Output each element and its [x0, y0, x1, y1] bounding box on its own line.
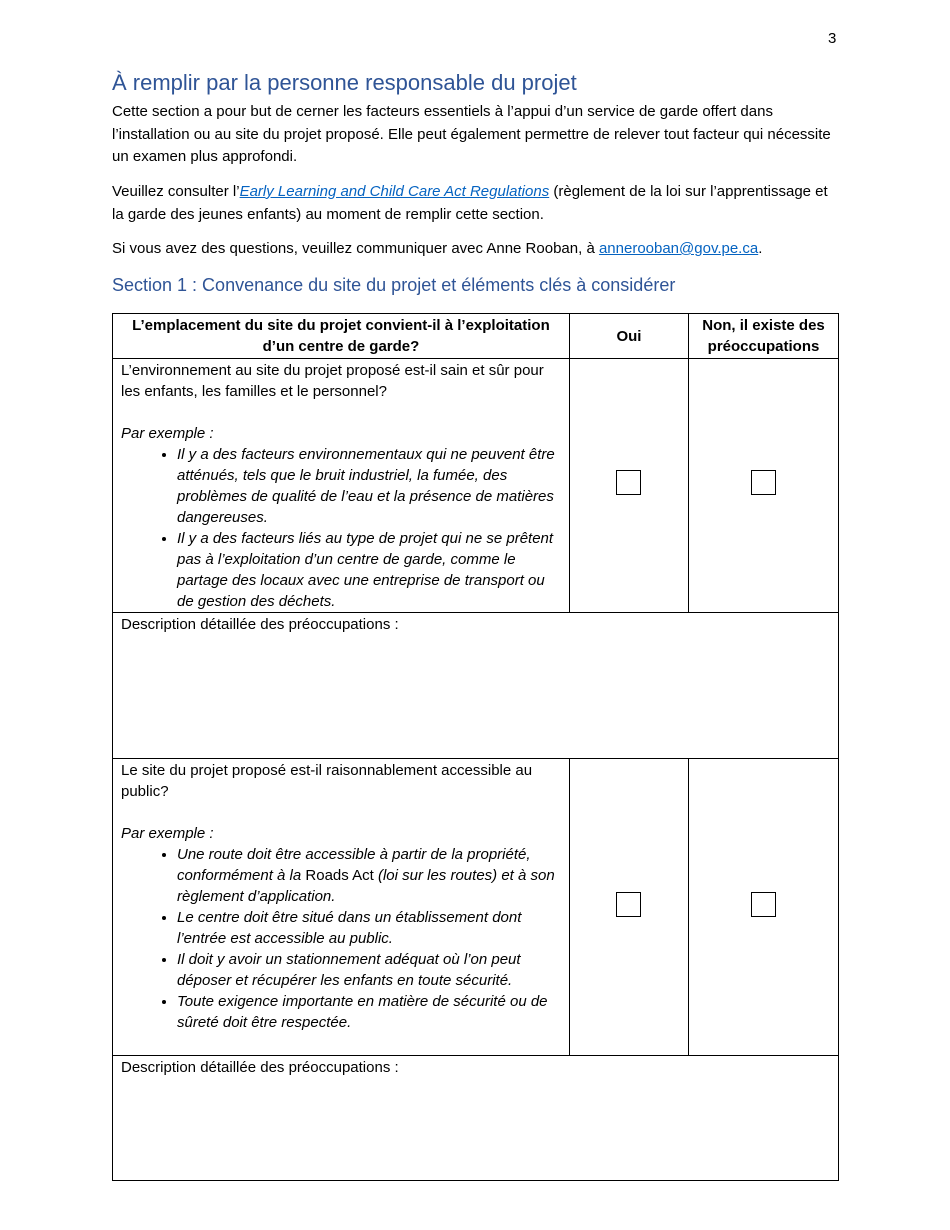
no-checkbox[interactable] [751, 892, 776, 917]
description-label: Description détaillée des préoccupations : [121, 616, 399, 633]
contact-text-end: . [758, 240, 763, 257]
contact-paragraph [112, 238, 842, 261]
list-item: • Toute exigence importante en matière de sécurité ou de sûreté doit être respectée. [177, 991, 561, 1033]
yes-cell [569, 759, 688, 1056]
header-no: Non, il existe des préoccupations [689, 314, 839, 359]
regulations-text-before: Veuillez consulter l’ [112, 183, 240, 200]
description-row [113, 613, 839, 759]
no-cell [689, 759, 839, 1056]
section-title: Section 1 : Convenance du site du projet et éléments clés à considérer [112, 275, 676, 295]
question-row [113, 359, 839, 613]
list-item: • Il y a des facteurs liés au type de projet qui ne se prêtent pas à l’exploitation d’un centre de garde, comme le partage des locaux avec une entreprise de transport ou de gestion des déchets. [177, 528, 561, 612]
yes-cell [569, 359, 688, 613]
regulations-text-after: (règlement de la loi sur l’apprentissage et la garde des jeunes enfants) au moment de remplir cette section. [112, 183, 828, 223]
description-field[interactable] [113, 613, 839, 759]
page-number: 3 [828, 30, 837, 47]
contact-text: Si vous avez des questions, veuillez communiquer avec Anne Rooban, à [112, 240, 599, 257]
header-question: L’emplacement du site du projet convient-il à l’exploitation d’un centre de garde? [113, 314, 570, 359]
regulations-link[interactable]: Early Learning and Child Care Act Regulations [239, 183, 550, 200]
no-cell [689, 359, 839, 613]
intro-paragraph: Cette section a pour but de cerner les facteurs essentiels à l’appui d’un service de garde offert dans l’installation ou au site du projet proposé. Elle peut également permettre de relever tout facteur qui nécessite un examen plus approfondi. [112, 103, 831, 165]
header-yes: Oui [569, 314, 688, 359]
example-list [121, 844, 561, 1033]
description-row [113, 1056, 839, 1181]
list-item: • Il y a des facteurs environnementaux qui ne peuvent être atténués, tels que le bruit industriel, la fumée, des problèmes de qualité de l’eau et la présence de matières dangereuses. [177, 444, 561, 528]
question-text: L’environnement au site du projet proposé est-il sain et sûr pour les enfants, les familles et le personnel? [121, 362, 544, 400]
list-item: • Il doit y avoir un stationnement adéquat où l’on peut déposer et récupérer les enfants en toute sécurité. [177, 949, 561, 991]
example-list [121, 444, 561, 612]
contact-email-link[interactable]: annerooban@gov.pe.ca [598, 240, 759, 257]
description-field[interactable] [113, 1056, 839, 1181]
regulations-paragraph [112, 181, 842, 226]
question-row [113, 759, 839, 1056]
no-checkbox[interactable] [751, 470, 776, 495]
description-label: Description détaillée des préoccupations : [121, 1059, 399, 1076]
page-heading: À remplir par la personne responsable du projet [112, 70, 577, 95]
list-item: • Le centre doit être situé dans un établissement dont l’entrée est accessible au public. [177, 907, 561, 949]
example-label: Par exemple : [121, 425, 214, 442]
site-suitability-table [112, 313, 839, 1181]
question-cell [113, 759, 570, 1056]
list-item: • Une route doit être accessible à partir de la propriété, conformément à la Roads Act (loi sur les routes) et à son règlement d’application. [177, 844, 561, 907]
yes-checkbox[interactable] [616, 892, 641, 917]
question-cell [113, 359, 570, 613]
example-label: Par exemple : [121, 825, 214, 842]
question-text: Le site du projet proposé est-il raisonnablement accessible au public? [121, 762, 533, 800]
yes-checkbox[interactable] [616, 470, 641, 495]
table-header-row [113, 314, 839, 359]
